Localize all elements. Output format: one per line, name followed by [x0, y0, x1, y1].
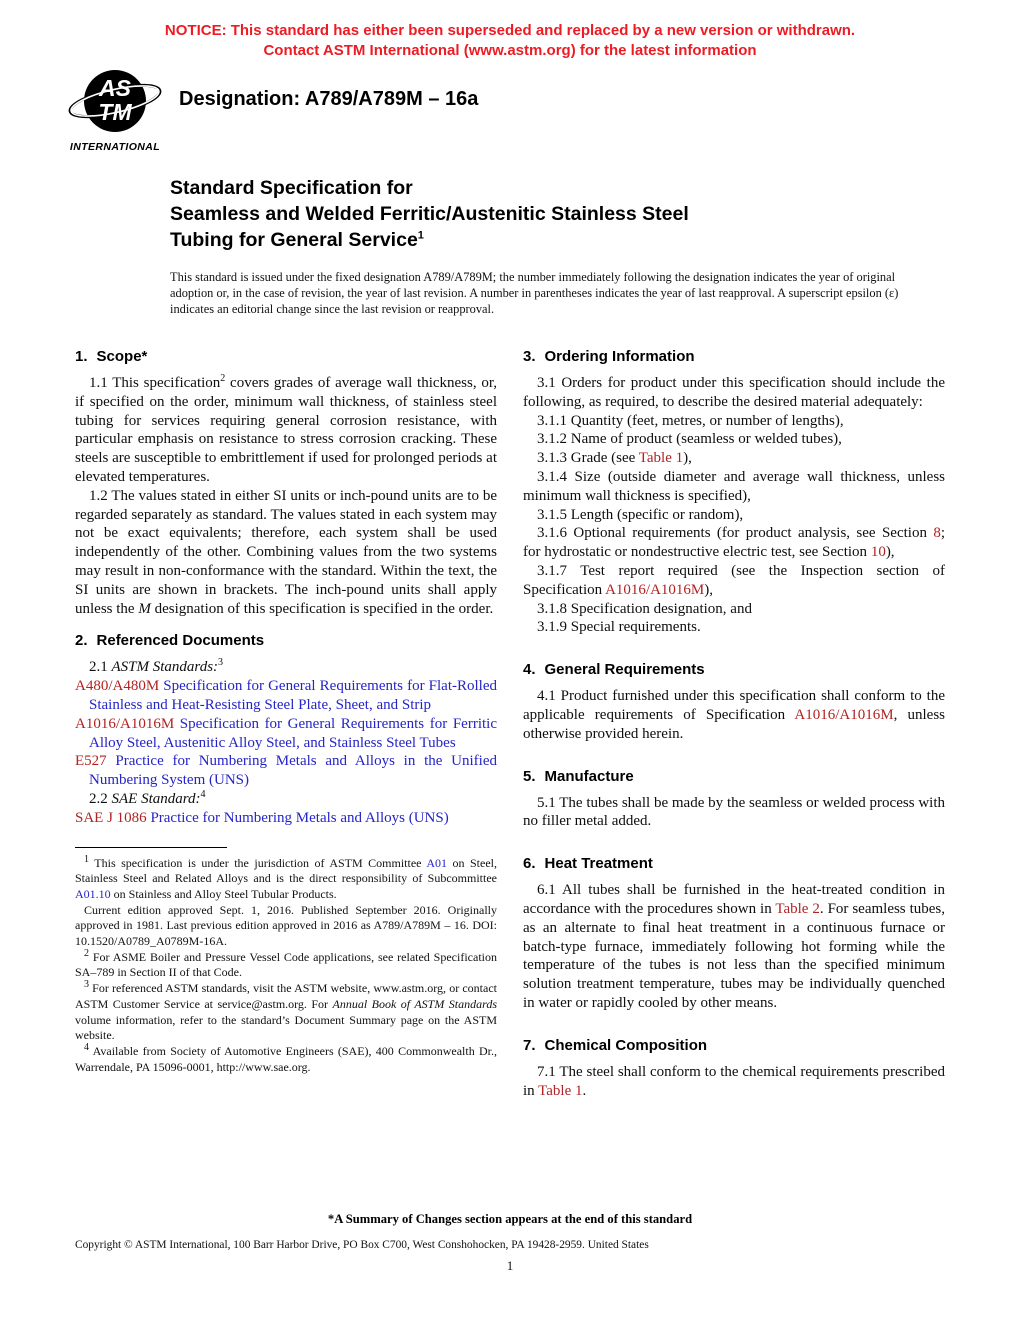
superseded-notice — [0, 21, 1020, 60]
paragraph-3-1-9: 3.1.9 Special requirements. — [537, 619, 701, 636]
paragraph-3-1-4: 3.1.4 Size (outside diameter and average wall thickness, unless minimum wall thickness is specified), — [523, 468, 945, 504]
paragraph-text: 1.1 This specification — [89, 375, 221, 391]
reference-title-e527[interactable]: Practice for Numbering Metals and Alloys in the Unified Numbering System (UNS) — [89, 753, 497, 789]
reference-entry-e527 — [75, 752, 497, 790]
link-section-10[interactable]: 10 — [870, 544, 886, 561]
left-column — [75, 348, 497, 1100]
section-2-title: Referenced Documents — [96, 632, 265, 650]
footnote-4-marker: 4 — [84, 1041, 89, 1053]
document-title — [170, 175, 920, 253]
section-3-title: Ordering Information — [544, 348, 695, 365]
footnote-current-edition: Current edition approved Sept. 1, 2016. Published September 2016. Originally approved in 1981. Last previous edition approved in 2016 as A789/A789M – 16. DOI: 10.1520/A0789_A0789M-16A. — [75, 902, 497, 949]
paragraph-2-1 — [75, 658, 497, 677]
paragraph-3-1-1: 3.1.1 Quantity (feet, metres, or number of lengths), — [537, 412, 844, 429]
footnote-text: For ASME Boiler and Pressure Vessel Code applications, see related Specification SA–789 in Section II of that Code. — [75, 949, 497, 980]
footnote-text: volume information, refer to the standard’s Document Summary page on the ASTM website. — [75, 1012, 497, 1043]
section-2-number: 2. — [75, 632, 88, 650]
title-line-3-text: Tubing for General Service — [170, 229, 418, 251]
paragraph-text: 3.1.7 Test report required (see the Inspection section of Specification — [523, 562, 945, 598]
paragraph-text: ), — [683, 450, 692, 467]
paragraph-text: 7.1 The steel shall conform to the chemical requirements prescribed in — [523, 1063, 945, 1099]
link-section-8[interactable]: 8 — [933, 525, 941, 542]
summary-of-changes-note: *A Summary of Changes section appears at the end of this standard — [327, 1212, 693, 1226]
link-a480-a480m[interactable]: A480/A480M — [75, 678, 160, 695]
paragraph-3-1-7 — [523, 562, 945, 600]
reference-entry-a1016 — [75, 715, 497, 753]
section-1-heading — [75, 348, 497, 365]
footnote-3-marker: 3 — [84, 979, 89, 991]
link-sae-j1086[interactable]: SAE J 1086 — [75, 809, 147, 826]
sae-standard-label: SAE Standard: — [111, 790, 201, 807]
reference-entry-sae-j1086 — [75, 809, 497, 828]
title-footnote-marker: 1 — [417, 229, 424, 242]
paragraph-3-1-2: 3.1.2 Name of product (seamless or welded tubes), — [537, 431, 842, 448]
paragraph-text: covers grades of average wall thickness, or, if specified on the order, minimum wall thickness, of stainless steel tubing for services requiring general corrosion resistance, with particular emphasis on resistance to stress corrosion cracking. These steels are susceptible to embrittlement if used for prolonged periods at elevated temperatures. — [75, 375, 497, 485]
paragraph-text: , unless otherwise provided herein. — [523, 706, 945, 742]
footnote-3 — [75, 981, 497, 1044]
footnote-separator — [75, 847, 227, 848]
paragraph-1-1 — [75, 374, 497, 487]
footnote-marker-2: 2 — [220, 373, 226, 384]
m-designation-italic: M — [138, 600, 151, 617]
footnote-text: Available from Society of Automotive Engineers (SAE), 400 Commonwealth Dr., Warrendale, PA 15096-0001, http://www.sae.org. — [75, 1043, 497, 1074]
astm-international-label: INTERNATIONAL — [69, 141, 161, 153]
logo-text-bottom: TM — [98, 99, 132, 125]
section-6-number: 6. — [523, 855, 536, 873]
reference-title-a480[interactable]: Specification for General Requirements for Flat-Rolled Stainless and Heat-Resisting Steel Plate, Sheet, and Strip — [89, 678, 497, 713]
paragraph-2-2 — [75, 790, 497, 809]
paragraph-5-1: 5.1 The tubes shall be made by the seamless or welded process with no filler metal added. — [523, 794, 945, 830]
section-2-heading — [75, 632, 497, 649]
footnote-text: This specification is under the jurisdiction of ASTM Committee — [89, 855, 427, 870]
title-line-1: Standard Specification for — [170, 177, 413, 199]
footnote-1-marker: 1 — [84, 853, 89, 865]
section-7-heading — [523, 1037, 945, 1054]
link-a1016-a1016m-ref[interactable]: A1016/A1016M — [605, 581, 705, 598]
section-5-number: 5. — [523, 767, 536, 785]
astm-logo — [63, 68, 167, 153]
section-3-heading — [523, 348, 945, 365]
paragraph-3-1-8: 3.1.8 Specification designation, and — [537, 600, 752, 617]
paragraph-text: 3.1.3 Grade (see — [537, 450, 639, 467]
paragraph-text: ), — [704, 581, 713, 598]
footnote-text: on Steel, Stainless Steel and Related Alloys and is the direct responsibility of Subcommittee — [75, 855, 497, 886]
standard-issuance-note: This standard is issued under the fixed designation A789/A789M; the number immediately following the designation indicates the year of original adoption or, in the case of revision, the year of last revision. A number in parentheses indicates the year of last reapproval. A superscript epsilon (ε) indicates an editorial change since the last revision or reapproval. — [170, 270, 899, 316]
section-5-title: Manufacture — [544, 767, 634, 785]
notice-line-2: Contact ASTM International (www.astm.org) for the latest information — [263, 41, 757, 59]
annual-book-title-italic: Annual Book of ASTM Standards — [332, 996, 497, 1011]
paragraph-3-1-6 — [523, 524, 945, 562]
paragraph-text: 1.2 The values stated in either SI units or inch-pound units are to be regarded separately as standard. The values stated in each system may not be exact equivalents; therefore, each system shall be used independently of the other. Combining values from the two systems may result in non-conformance with the standard. Within the text, the SI units are shown in brackets. The inch-pound units shall apply unless the — [75, 487, 497, 617]
link-committee-a01[interactable]: A01 — [426, 855, 448, 870]
paragraph-text: . For seamless tubes, as an alternate to final heat treatment in a continuous furnace or batch-type furnace, immediately following hot forming while the temperature of the tubes is not less than the specified minimum solution treatment temperature, tubes may be individually quenched in water or rapidly cooled by other means. — [523, 900, 945, 1011]
paragraph-3-1: 3.1 Orders for product under this specification should include the following, as required, to describe the desired material adequately: — [523, 375, 945, 410]
paragraph-number: 2.1 — [89, 659, 112, 676]
section-5-heading — [523, 768, 945, 785]
title-line-2: Seamless and Welded Ferritic/Austenitic Stainless Steel — [170, 203, 689, 225]
paragraph-3-1-3 — [523, 449, 945, 468]
footnote-text: For referenced ASTM standards, visit the ASTM website, www.astm.org, or contact ASTM Customer Service at service@astm.org. For — [75, 981, 497, 1011]
reference-title-a1016[interactable]: Specification for General Requirements for Ferritic Alloy Steel, Austenitic Alloy Steel, and Stainless Steel Tubes — [89, 715, 497, 751]
footnote-2 — [75, 947, 497, 981]
logo-text-top: AS — [99, 75, 131, 101]
link-table-2[interactable]: Table 2 — [775, 900, 820, 917]
section-6-heading — [523, 855, 945, 872]
section-1-title: Scope* — [96, 348, 148, 365]
paragraph-text: designation of this specification is specified in the order. — [150, 600, 494, 617]
paragraph-6-1 — [523, 881, 945, 1013]
section-7-title: Chemical Composition — [544, 1036, 708, 1054]
reference-entry-a480 — [75, 677, 497, 715]
copyright-line: Copyright © ASTM International, 100 Barr Harbor Drive, PO Box C700, West Conshohocken, PA 19428-2959. United States — [75, 1239, 649, 1251]
section-4-title: General Requirements — [544, 661, 705, 679]
section-4-number: 4. — [523, 661, 536, 679]
paragraph-7-1 — [523, 1063, 945, 1101]
paragraph-text: . — [582, 1082, 587, 1099]
paragraph-number: 2.2 — [89, 790, 112, 807]
footnote-1 — [75, 853, 497, 903]
link-table-1-chem[interactable]: Table 1 — [538, 1082, 583, 1099]
section-6-title: Heat Treatment — [544, 855, 653, 873]
footnote-2-marker: 2 — [84, 947, 89, 959]
page-number: 1 — [506, 1258, 514, 1273]
footnote-text: on Stainless and Alloy Steel Tubular Products. — [110, 886, 337, 901]
designation-heading: Designation: A789/A789M – 16a — [179, 88, 479, 110]
footnote-marker-3: 3 — [218, 657, 224, 669]
footnote-4 — [75, 1041, 497, 1075]
link-table-1[interactable]: Table 1 — [638, 450, 684, 467]
paragraph-1-2 — [75, 487, 497, 619]
astm-standards-label: ASTM Standards: — [111, 659, 219, 676]
reference-title-sae-j1086[interactable]: Practice for Numbering Metals and Alloys (UNS) — [146, 809, 449, 826]
title-line-3 — [170, 227, 920, 253]
paragraph-text: ; for hydrostatic or nondestructive electric test, see Section — [523, 525, 945, 561]
paragraph-text: 3.1.6 Optional requirements (for product analysis, see Section — [537, 525, 934, 542]
paragraph-text: ), — [885, 544, 895, 561]
section-7-number: 7. — [523, 1036, 536, 1054]
two-column-body — [75, 348, 945, 1100]
notice-line-1: NOTICE: This standard has either been superseded and replaced by a new version or withdrawn. — [164, 22, 856, 39]
section-3-number: 3. — [523, 348, 536, 365]
section-1-number: 1. — [75, 348, 88, 365]
paragraph-4-1 — [523, 687, 945, 743]
link-a1016-a1016m-req[interactable]: A1016/A1016M — [794, 706, 894, 723]
link-e527[interactable]: E527 — [75, 753, 107, 770]
masthead — [63, 68, 478, 153]
paragraph-text: 4.1 Product furnished under this specification shall conform to the applicable requirements of Specification — [523, 688, 945, 723]
paragraph-text: 6.1 All tubes shall be furnished in the heat-treated condition in accordance with the procedures shown in — [523, 882, 945, 917]
section-4-heading — [523, 661, 945, 678]
link-a1016-a1016m[interactable]: A1016/A1016M — [75, 715, 175, 732]
astm-globe-icon — [67, 68, 163, 140]
footnotes-block — [75, 847, 497, 1076]
footnote-marker-4: 4 — [200, 788, 206, 800]
paragraph-3-1-5: 3.1.5 Length (specific or random), — [537, 506, 744, 523]
link-subcommittee-a01-10[interactable]: A01.10 — [75, 886, 111, 901]
right-column — [523, 348, 945, 1100]
